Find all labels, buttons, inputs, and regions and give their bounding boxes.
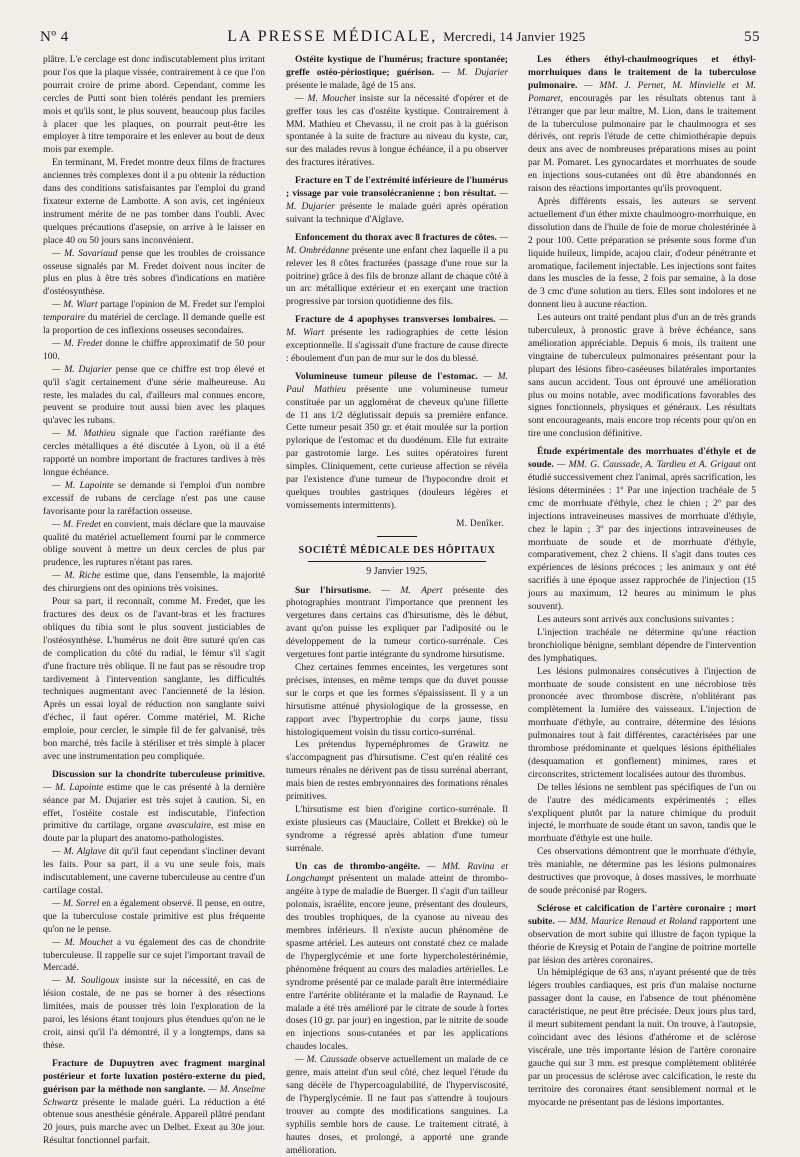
heading-underline xyxy=(308,561,486,562)
emphasis-text: avasculaire xyxy=(166,820,212,832)
section-divider xyxy=(377,536,417,537)
paragraph xyxy=(43,769,265,846)
paragraph xyxy=(43,975,265,1052)
paragraph xyxy=(286,1054,508,1157)
paragraph: Chez certaines femmes enceintes, les vergetures sont précises, intenses, en même temps que du duvet pousse sur le corps et que les formes s'épaississent. Il y a un hirsutisme atténué physiologique de la grossesse, en rapport avec l'hypertrophie du corps jaune, tissu histologiquement voisin du tissu cortico-surrénal. xyxy=(286,661,508,738)
speaker-name: — M. Alglave xyxy=(52,846,107,858)
paragraph-text: présente le malade, âgé de 15 ans. xyxy=(286,79,416,91)
speaker-name: — M. Lapointe xyxy=(52,479,114,491)
paragraph-text: présente le malade guéri après opération suivant la technique d'Alglave. xyxy=(286,200,508,225)
paragraph-text: rapportent une observation de mort subite qui illustre de façon typique la théorie de Kreysig et Potain de l'angine de poitrine mortelle par lésion des artères coronaires. xyxy=(528,915,756,966)
section-heading: Sclérose et calcification de l'artère coronaire ; mort subite. xyxy=(528,902,756,927)
session-date: 9 Janvier 1925. xyxy=(366,565,428,577)
speaker-name: — M. Riche xyxy=(52,570,101,582)
paragraph-text: dit qu'il faut cependant s'incliner devant les faits. Pour sa part, il a vu une seule fois, mais indiscutablement, une caverne tuberculeuse au centre d'un cartilage costal. xyxy=(43,846,265,896)
paragraph-text: signale que l'action raréfiante des cercles métalliques a été discutée à Lyon, où il a été rapporté un nombre important de fractures tardives à très longue échéance. xyxy=(43,428,265,478)
column-1 xyxy=(43,54,266,1147)
speaker-name: — M. Lapointe xyxy=(43,781,104,793)
speaker-name: — MM. G. Caussade, A. Tardieu et A. Grigaut xyxy=(553,459,741,471)
paragraph xyxy=(286,585,508,662)
running-head xyxy=(40,28,760,50)
author-signature: M. Denîker. xyxy=(456,517,504,528)
speaker-name: — M. Wiart xyxy=(286,314,508,339)
paragraph: plâtre. L'e cerclage est donc indiscutablement plus irritant pour l'os que la plaque vissée, contrairement à ce que l'on pourrait croire de prime abord. Cependant, comme les cercles de Putti sont bien tolérés pendant les premiers mois et qu'ils sont, le plus souvent, beaucoup plus faciles à placer que les plaques, on pourrait peut-être les employer à titre temporaire et les enlever au bout de deux mois par exemple. xyxy=(43,54,265,156)
paragraph-text: ont étudié successivement chez l'animal, après sacrification, les lésions déterminées : 1º Par une injection trachéale de 5 cmc de morrhuate d'éthyle, chez le chien ; 2º par des injections intraveineuses massives de morrhuate d'éthyle, chez le lapin ; 3º par des injections intraveineuses de morrhuate de soude et de morrhuate d'éthyle, comparativement, chez 2 chiens. Il s'agit dans toutes ces expériences de lésions précoces ; les animaux y ont été sacrifiés à une époque assez rapprochée de l'injection (15 jours au maximum, 12 heures au minimum le plus souvent). xyxy=(528,459,757,613)
paragraph-text: a vu également des cas de chondrite tuberculeuse. Il rappelle sur ce sujet l'important travail de Mercadé. xyxy=(43,936,265,974)
speaker-name: — MM. Maurice Renaud et Roland xyxy=(554,915,697,927)
paragraph xyxy=(43,846,265,898)
section-heading: Fracture de 4 apophyses transverses lombaires. xyxy=(295,314,496,326)
section-heading: Discussion sur la chondrite tuberculeuse primitive. xyxy=(52,768,265,780)
speaker-name: — M. Ombrédanne xyxy=(286,231,508,256)
paragraph: Après différents essais, les auteurs se servent actuellement d'un éther mixte chaulmoogro-morrhuique, en dissolution dans de l'huile de foie de morue cholestérinée à 2 pour 100. Cette préparation se présente sous forme d'un liquide huileux, limpide, acajou clair, d'odeur pénétrante et aromatique, facilement injectable. Les injections sont faites dans les muscles de la fesse, 2 fois par semaine, à la dose de 3 cmc d'une solution au tiers. Elles sont indolores et ne donnent lieu à aucune réaction. xyxy=(528,195,756,311)
column-3 xyxy=(528,54,757,1108)
paragraph xyxy=(286,861,508,1055)
paragraph xyxy=(286,93,508,170)
paragraph xyxy=(43,570,265,596)
paragraph-text: observe actuellement un malade de ce genre, mais atteint d'un seul côté, chez lequel l'étude du sang décèle de l'hypercoagulabilité, de l'hyperviscosité, de l'hyperglycémie. Il ne faut pas s'attendre à toujours trouver au compte des modifications sanguines. La syphilis semble hors de cause. Le traitement citraté, à hautes doses, et prolongé, a apporté une grande amélioration. xyxy=(286,1054,508,1156)
paragraph xyxy=(43,428,265,480)
paragraph-text: présente le malade guéri. La réduction a été obtenue sous anesthésie générale. Appareil plâtré pendant 20 jours, puis marche avec un Delbet. Exeat au 30e jour. Résultat fonctionnel parfait. xyxy=(43,1096,265,1147)
paragraph-text: , est mise en doute par la plupart des anatomo-pathologistes. xyxy=(43,820,265,845)
paragraph xyxy=(286,232,508,309)
paragraph: L'injection trachéale ne détermine qu'une réaction bronchiolique bénigne, semblant dépendre de l'intervention des lymphatiques. xyxy=(528,626,756,664)
speaker-name: — M. Caussade xyxy=(295,1054,357,1066)
paragraph: Les lésions pulmonaires consécutives à l'injection de morrhuate de soude consistent en une nécrobiose très prononcée avec thrombose discrète, n'oblitérant pas complètement la lumière des vaisseaux. L'injection de morrhuate d'éthyle, au contraire, détermine des lésions pulmonaires tout à fait différentes, caractérisées par une thrombose prédominante et quelques lésions épithéliales (desquamation et gonflement) minimes, rares et circonscrites, strictement localisées autour des thrombus. xyxy=(528,665,756,780)
speaker-name: — M. Mouchet xyxy=(52,936,113,948)
paragraph: De telles lésions ne semblent pas spécifiques de l'un ou de l'autre des médicaments expérimentés ; elles s'expliquent plutôt par la nature chimique du produit injecté, le morrhuate de soude étant un savon, tandis que le morrhuate d'éthyle est une huile. xyxy=(528,781,756,845)
section-heading: Fracture en T de l'extrémité inférieure de l'humérus ; vissage par voie transolécranienne ; bon résultat. xyxy=(286,175,508,200)
section-heading: Un cas de thrombo-angéite. xyxy=(295,860,421,872)
paragraph-text: insiste sur la nécessité d'opérer et de greffer tous les cas d'ostéite kystique. Contrairement à MM. Mathieu et Chevassu, il ne croit pas à la guérison spontanée à la suite de fracture au niveau du kyste, car, sur des malades revus à longue échéance, il a pu observer des fractures itératives. xyxy=(286,92,508,169)
paragraph xyxy=(43,364,265,429)
paragraph xyxy=(43,299,265,338)
journal-title: LA PRESSE MÉDICALE, xyxy=(227,28,438,45)
paragraph xyxy=(43,898,265,937)
section-heading: Sur l'hirsutisme. xyxy=(295,584,371,596)
section-heading: Les éthers éthyl-chaulmoogriques et éthyl-morrhuiques dans le traitement de la tuberculose pulmonaire. xyxy=(528,54,756,91)
paragraph: Les auteurs ont traité pendant plus d'un an de très grands tuberculeux, à pronostic grave à brève échéance, sans amélioration appréciable. Depuis 6 mois, ils traitent une vingtaine de tuberculeux pulmonaires présentant pour la plupart des lésions fibro-caséeuses bilatérales importantes sans aucun accident. Tous ont éprouvé une amélioration plus ou moins notable, avec modifications favorables des signes fonctionnels, physiques et généraux. Les résultats sont encourageants, mais encore trop récents pour qu'on en tire une conclusion définitive. xyxy=(528,312,756,440)
paragraph-text: présentent un malade atteint de thrombo-angéite à type de maladie de Buerger. Il s'agit d'un tailleur polonais, israélite, encore jeune, présentant des douleurs, des troubles trophiques, de la cyanose au niveau des membres inférieurs. Il n'existe aucun phénomène de spasme artériel. Les auteurs ont constaté chez ce malade de l'hyperglycémie et une forte hypercholestérinémie, phénomène fréquent au cours des maladies artérielles. Le syndrome présenté par ce malade paraît être intermédiaire entre l'artérite oblitérante et la maladie de Raynaud. Le malade a été très amélioré par le citrate de soude à fortes doses (10 gr. par jour) en ingestion, par le nitrite de soude en injections sous-cutanées et par les applications chaudes locales. xyxy=(286,873,508,1053)
society-heading xyxy=(286,545,508,562)
paragraph-text: présente une enfant chez laquelle il a pu relever les 8 côtes fracturées (passage d'une roue sur la poitrine) grâce à des fils de bronze allant de chaque côté à un arc métallique extérieur et en exerçant une traction progressive par torsion quotidienne des fils. xyxy=(286,244,508,308)
paragraph-text: pense que les troubles de croissance osseuse signalés par M. Fredet doivent nous inciter de plus en plus à être très sobres d'indications en matière d'ostéosynthèse. xyxy=(43,247,265,298)
paragraph-text: en a également observé. Il pense, en outre, que la tuberculose costale primitive est plus fréquente qu'on ne le pense. xyxy=(43,897,265,935)
paragraph-text: présente une volumineuse tumeur constituée par un agglomérat de cheveux qu'une fillette de 11 ans 1/2 déglutissait depuis sa première enfance. Cette tumeur pesait 350 gr. et était moulée sur la portion pylorique de l'estomac et du duodénum. Elle fut extraite par gastrotomie large. Les suites opératoires furent simples. Cliniquement, cette curieuse affection se révéla par l'existence d'une tumeur de l'hypocondre droit et quelques troubles gastriques (douleurs légères et vomissements intermittents). xyxy=(286,383,509,511)
paragraph: Pour sa part, il reconnaît, comme M. Fredet, que les fractures des deux os de l'avant-bras et les fractures obliques du tibia sont le plus souvent justiciables de l'ostéosynthèse. L'humérus ne doit être suturé qu'en cas de complication du côté du radial, le fémur s'il s'agit d'une fracture très oblique. Il ne faut pas se résoudre trop tardivement à l'intervention sanglante, les difficultés techniques augmentant avec l'ancienneté de la lésion. Après un essai loyal de réduction non sanglante suivi d'échec, il faut opérer. Comme matériel, M. Riche emploie, pour cercler, le simple fil de fer galvanisé, très bon marché, très facile à stériliser et très simple à placer avec une instrumentation peu compliquée. xyxy=(43,596,265,762)
speaker-name: — M. Sorrel xyxy=(52,897,100,909)
speaker-name: — M. Dujarier xyxy=(52,363,112,375)
paragraph xyxy=(286,371,508,513)
section-heading: Volumineuse tumeur pileuse de l'estomac. xyxy=(295,370,478,382)
paragraph: Un hémiplégique de 63 ans, n'ayant présenté que de très légers troubles cardiaques, est pris d'un malaise nocturne passager dont la cause, en l'absence de tout phénomène caractéristique, ne peut être précisée. Deux jours plus tard, il meurt subitement pendant la nuit. On trouve, à l'autopsie, coïncidant avec des lésions d'athérome et de sclérose viscérale, une très importante lésion de l'artère coronaire gauche qui sur 3 mm. est presque complètement oblitérée par un processus de sclérose avec calcification, le reste du territoire des coronaires étant sensiblement normal et le myocarde ne présentant pas de lésions importantes. xyxy=(528,967,756,1108)
paragraph xyxy=(43,480,265,519)
section-heading: Enfoncement du thorax avec 8 fractures de côtes. xyxy=(295,231,497,243)
speaker-name: — MM. Ravina et Longchampt xyxy=(286,860,508,885)
paragraph-text: donne le chiffre approximatif de 50 pour 100. xyxy=(43,337,266,362)
paragraph xyxy=(286,314,508,366)
paragraph xyxy=(528,54,756,196)
paragraph xyxy=(43,248,265,300)
section-heading: Fracture de Dupuytren avec fragment marginal postérieur et forte luxation postéro-externe du pied, guérison par la méthode non sanglante. xyxy=(43,1057,265,1095)
paragraph xyxy=(43,519,265,571)
paragraph xyxy=(43,338,265,364)
issue-number: Nº 4 xyxy=(40,29,69,45)
column-2 xyxy=(286,54,509,1156)
page-number: 55 xyxy=(744,29,760,45)
speaker-name: — MM. J. Pernet, M. Minvielle et M. Pomaret xyxy=(528,79,756,104)
paragraph xyxy=(528,446,756,614)
paragraph xyxy=(528,903,756,968)
society-title: SOCIÉTÉ MÉDICALE DES HÔPITAUX xyxy=(298,544,496,556)
paragraph-text: en convient, mais déclare que la mauvaise qualité du matériel actuellement fourni par le commerce oblige souvent à mettre un deux cercles de plus par prudence, les ruptures n'étant pas rares. xyxy=(43,518,265,569)
speaker-name: — M. Mouchet xyxy=(295,92,356,104)
paragraph xyxy=(286,54,508,93)
speaker-name: — M. Dujarier xyxy=(286,188,508,212)
speaker-name: — M. Savariaud xyxy=(52,247,118,259)
speaker-name: — M. Wiart xyxy=(52,299,98,311)
paragraph-text: , encouragés par les résultats obtenus tant à l'étranger que par leur maître, M. Lion, dans le traitement de la tuberculose pulmonaire par le chaulmoogra et ses dérivés, ont repris l'étude de cette chimiothérapie depuis deux ans avec de nombreuses préparations mises au point par M. Pomaret. Les gynocardates et morrhuates de soude en injections sous-cutanées ont dû être abandonnés en raison des réactions importantes qu'ils provoquent. xyxy=(528,92,756,195)
emphasis-text: temporaire xyxy=(43,312,86,324)
paragraph-text: estime que, dans l'ensemble, la majorité des chirurgiens ont des opinions très voisines. xyxy=(43,570,265,595)
paragraph-text: insiste sur la nécessité, en cas de lésion costale, de ne pas se borner à des résections limitées, mais de pousser très loin l'exploration de la paroi, les lésions étant toujours plus étendues qu'on ne le croit, ainsi qu'il l'a démontré, il y a longtemps, dans sa thèse. xyxy=(43,975,265,1051)
section-heading: Ostéite kystique de l'humérus; fracture spontanée; greffe ostéo-périostique; guérison. xyxy=(286,54,508,78)
speaker-name: — M. Fredet xyxy=(52,518,101,530)
speaker-name: — M. Paul Mathieu xyxy=(286,370,508,395)
speaker-name: — M. Apert xyxy=(370,584,443,596)
paragraph-text: présente des photographies montrant l'importance que prennent les vergetures dans certains cas d'hirsutisme, dès le début, avant qu'on puisse les expliquer par l'adiposité ou le développement de la tumeur cortico-surrénale. Ces vergetures font partie intégrante du syndrome hirsutisme. xyxy=(286,584,509,661)
paragraph-text: partage l'opinion de M. Fredet sur l'emploi xyxy=(97,299,265,311)
paragraph: En terminant, M. Fredet montre deux films de fractures anciennes très complexes dont il a pu obtenir la réduction dans des conditions satisfaisantes par l'emploi du grand fixateur externe de Lambotte. A son avis, cet ingénieux instrument mérite de ne pas tomber dans l'oubli. Avec quelques précautions d'asepsie, on arrive à le laisser en place 40 ou 50 jours sans inconvénient. xyxy=(43,157,265,246)
section-heading: Étude expérimentale des morrhuates d'éthyle et de soude. xyxy=(528,446,756,471)
paragraph: L'hirsutisme est bien d'origine cortico-surrénale. Il existe plusieurs cas (Mauclaire, Collett et Brekke) où le syndrome a régressé après ablation d'une tumeur surrénale. xyxy=(286,803,508,854)
paragraph xyxy=(43,937,265,976)
paragraph xyxy=(286,175,508,227)
issue-date: Mercredi, 14 Janvier 1925 xyxy=(443,29,586,44)
speaker-name: — M. Mathieu xyxy=(52,428,116,440)
paragraph-text: du matériel de cerclage. Il demande quelle est la proportion de ces inflexions osseuses secondaires. xyxy=(43,312,265,337)
speaker-name: — M. Souligoux xyxy=(52,975,120,987)
speaker-name: — M. Dujarier xyxy=(434,66,508,78)
paragraph: Ces observations démontrent que le morrhuate d'éthyle, très maniable, ne détermine pas les lésions pulmonaires destructives que provoque, à doses massives, le morrhuate de soude préconisé par Rogers. xyxy=(528,846,756,896)
paragraph-text: estime que le cas présenté à la dernière séance par M. Dujarier est très sujet à caution. Si, en effet, l'ostéite costale est indiscutable, l'infection primitive du cartilage, organe xyxy=(43,781,265,832)
paragraph-text: présente les radiographies de cette lésion exceptionnelle. Il s'agissait d'une fracture de cause directe : éboulement d'un pan de mur sur le dos du blessé. xyxy=(286,327,508,364)
speaker-name: — M. Anselme Schwartz xyxy=(43,1083,265,1108)
paragraph-text: pense que ce chiffre est trop élevé et qu'il s'agit certainement d'une série malheureuse. Au reste, les malades du cal, d'ailleurs mal connues encore, peuvent se produire tout aussi bien avec les plaques qu'avec les rubans. xyxy=(43,363,265,427)
speaker-name: — M. Fredet xyxy=(52,337,103,349)
paragraph: Les auteurs sont arrivés aux conclusions suivantes : xyxy=(537,613,734,625)
paragraph: Les prétendus hypernéphromes de Grawitz ne s'accompagnent pas d'hirsutisme. C'est qu'en réalité ces tumeurs rénales ne dérivent pas de tissu surrénal aberrant, mais bien de restes embryonnaires des formations rénales primitives. xyxy=(286,739,508,803)
journal-masthead xyxy=(227,28,585,46)
paragraph xyxy=(43,1058,265,1148)
paragraph-text: se demande si l'emploi d'un nombre excessif de rubans de cerclage n'est pas une cause favorisante pour la raréfaction osseuse. xyxy=(43,479,265,517)
